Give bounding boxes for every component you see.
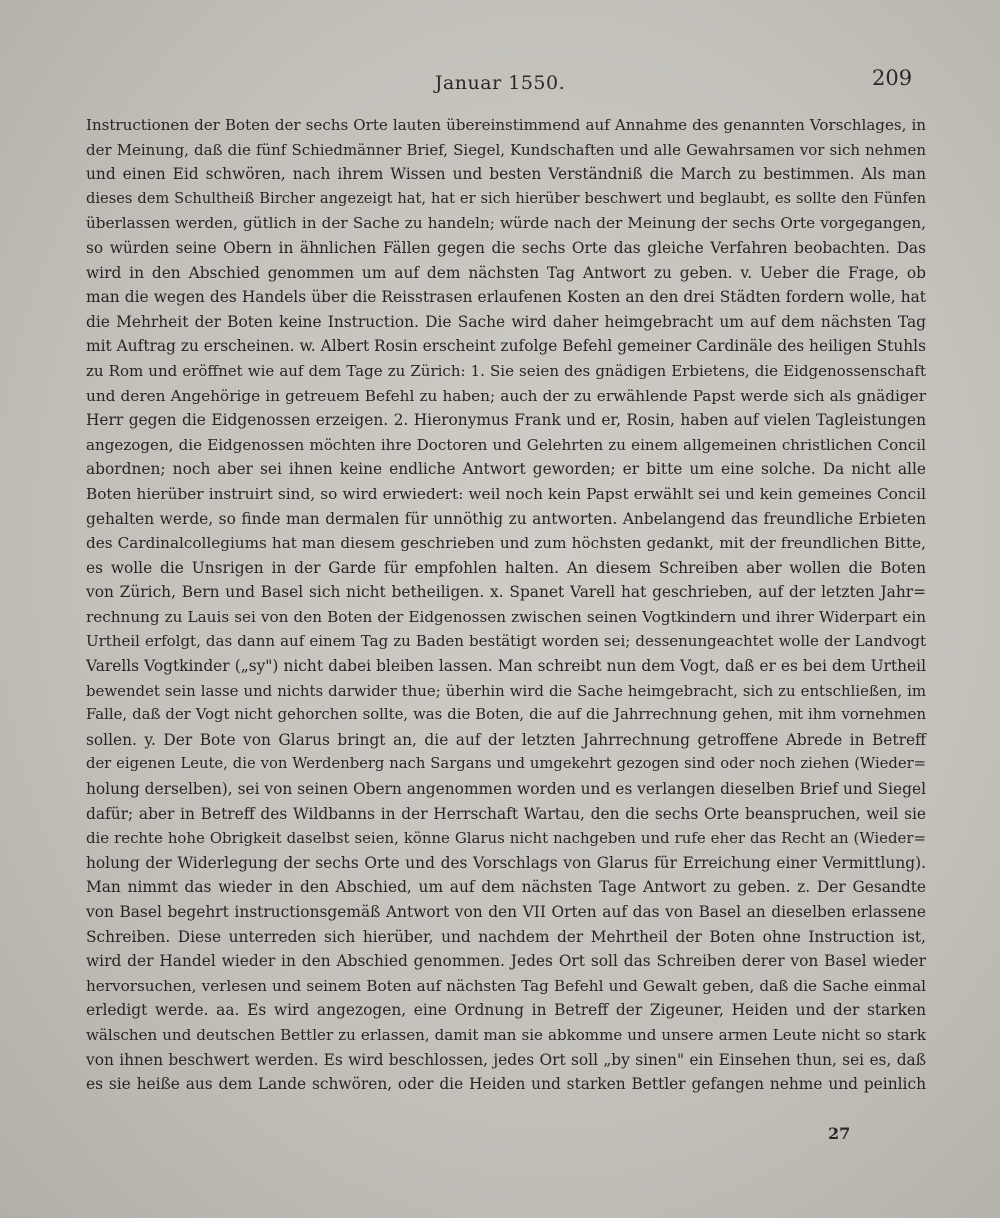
- text-line: von ihnen beschwert werden. Es wird beschlossen, jedes Ort soll „by sinen" ein Einsehen thun, sei es, daß: [86, 1050, 926, 1069]
- text-line: gehalten werde, so finde man dermalen für unnöthig zu antworten. Anbelangend das freundliche Erbieten: [86, 509, 926, 528]
- text-line: holung der Widerlegung der sechs Orte und des Vorschlags von Glarus für Erreichung einer Vermittlung).: [86, 853, 926, 872]
- signature-mark: 27: [828, 1124, 851, 1143]
- text-line: Falle, daß der Vogt nicht gehorchen sollte, was die Boten, die auf die Jahrrechnung gehen, mit ihm vornehmen: [86, 706, 926, 724]
- text-line: hervorsuchen, verlesen und seinem Boten auf nächsten Tag Befehl und Gewalt geben, daß die Sache einmal: [86, 976, 926, 995]
- text-line: der eigenen Leute, die von Werdenberg nach Sargans und umgekehrt gezogen sind oder noch ziehen (Wieder=: [86, 755, 926, 773]
- text-line: es sie heiße aus dem Lande schwören, oder die Heiden und starken Bettler gefangen nehme und peinlich: [86, 1075, 926, 1094]
- text-line: der Meinung, daß die fünf Schiedmänner Brief, Siegel, Kundschaften und alle Gewahrsamen vor sich nehmen: [86, 140, 926, 159]
- text-line: des Cardinalcollegiums hat man diesem geschrieben und zum höchsten gedankt, mit der freundlichen Bitte,: [86, 534, 926, 553]
- text-line: wälschen und deutschen Bettler zu erlassen, damit man sie abkomme und unsere armen Leute nicht so stark: [86, 1025, 926, 1044]
- running-title: Januar 1550.: [434, 72, 566, 94]
- text-line: so würden seine Obern in ähnlichen Fällen gegen die sechs Orte das gleiche Verfahren beobachten. Das: [86, 238, 926, 257]
- text-line: Schreiben. Diese unterreden sich hierüber, und nachdem der Mehrtheil der Boten ohne Instruction ist,: [86, 927, 926, 946]
- text-line: holung derselben), sei von seinen Obern angenommen worden und es verlangen dieselben Brief und Siegel: [86, 780, 926, 799]
- text-line: zu Rom und eröffnet wie auf dem Tage zu Zürich: 1. Sie seien des gnädigen Erbietens, die Eidgenossenschaft: [86, 361, 926, 380]
- text-line: Man nimmt das wieder in den Abschied, um auf dem nächsten Tage Antwort zu geben. z. Der Gesandte: [86, 878, 926, 897]
- text-line: Varells Vogtkinder („sy") nicht dabei bleiben lassen. Man schreibt nun dem Vogt, daß er es bei dem Urtheil: [86, 657, 926, 676]
- text-line: Boten hierüber instruirt sind, so wird erwiedert: weil noch kein Papst erwählt sei und kein gemeines Concil: [86, 484, 926, 503]
- text-line: Instructionen der Boten der sechs Orte lauten übereinstimmend auf Annahme des genannten Vorschlages, in: [86, 116, 926, 134]
- text-line: und einen Eid schwören, nach ihrem Wissen und besten Verständniß die March zu bestimmen. Als man: [86, 165, 926, 184]
- text-line: wird in den Abschied genommen um auf dem nächsten Tag Antwort zu geben. v. Ueber die Frage, ob: [86, 263, 926, 282]
- text-line: die Mehrheit der Boten keine Instruction. Die Sache wird daher heimgebracht um auf dem nächsten Tag: [86, 312, 926, 331]
- text-line: und deren Angehörige in getreuem Befehl zu haben; auch der zu erwählende Papst werde sich als gnädiger: [86, 386, 926, 405]
- text-line: abordnen; noch aber sei ihnen keine endliche Antwort geworden; er bitte um eine solche. Da nicht alle: [86, 460, 926, 479]
- text-line: angezogen, die Eidgenossen möchten ihre Doctoren und Gelehrten zu einem allgemeinen christlichen Concil: [86, 435, 926, 454]
- text-line: von Zürich, Bern und Basel sich nicht betheiligen. x. Spanet Varell hat geschrieben, auf der letzten Jahr=: [86, 583, 926, 602]
- text-line: rechnung zu Lauis sei von den Boten der Eidgenossen zwischen seinen Vogtkindern und ihrer Widerpart ein: [86, 607, 926, 626]
- text-line: sollen. y. Der Bote von Glarus bringt an, die auf der letzten Jahrrechnung getroffene Abrede in Betreff: [86, 730, 926, 749]
- text-line: erledigt werde. aa. Es wird angezogen, eine Ordnung in Betreff der Zigeuner, Heiden und der starken: [86, 1001, 926, 1020]
- text-line: Urtheil erfolgt, das dann auf einem Tag zu Baden bestätigt worden sei; dessenungeachtet wolle der Landvogt: [86, 632, 926, 651]
- body-text: [86, 113, 926, 1097]
- page-number: 209: [872, 66, 913, 90]
- text-line: man die wegen des Handels über die Reisstrasen erlaufenen Kosten an den drei Städten fordern wolle, hat: [86, 288, 926, 307]
- text-line: die rechte hohe Obrigkeit daselbst seien, könne Glarus nicht nachgeben und rufe eher das Recht an (Wieder=: [86, 829, 926, 848]
- text-line: mit Auftrag zu erscheinen. w. Albert Rosin erscheint zufolge Befehl gemeiner Cardinäle des heiligen Stuhls: [86, 337, 926, 356]
- text-line: Herr gegen die Eidgenossen erzeigen. 2. Hieronymus Frank und er, Rosin, haben auf vielen Tagleistungen: [86, 411, 926, 430]
- text-line: dieses dem Schultheiß Bircher angezeigt hat, hat er sich hierüber beschwert und beglaubt, es sollte den Fünfen: [86, 189, 926, 207]
- text-line: dafür; aber in Betreff des Wildbanns in der Herrschaft Wartau, den die sechs Orte beanspruchen, weil sie: [86, 804, 926, 823]
- text-line: von Basel begehrt instructionsgemäß Antwort von den VII Orten auf das von Basel an dieselben erlassene: [86, 903, 926, 921]
- text-line: wird der Handel wieder in den Abschied genommen. Jedes Ort soll das Schreiben derer von Basel wieder: [86, 952, 926, 971]
- text-line: bewendet sein lasse und nichts darwider thue; überhin wird die Sache heimgebracht, sich zu entschließen, im: [86, 681, 926, 700]
- text-line: es wolle die Unsrigen in der Garde für empfohlen halten. An diesem Schreiben aber wollen die Boten: [86, 558, 926, 577]
- text-line: überlassen werden, gütlich in der Sache zu handeln; würde nach der Meinung der sechs Orte vorgegangen,: [86, 214, 926, 233]
